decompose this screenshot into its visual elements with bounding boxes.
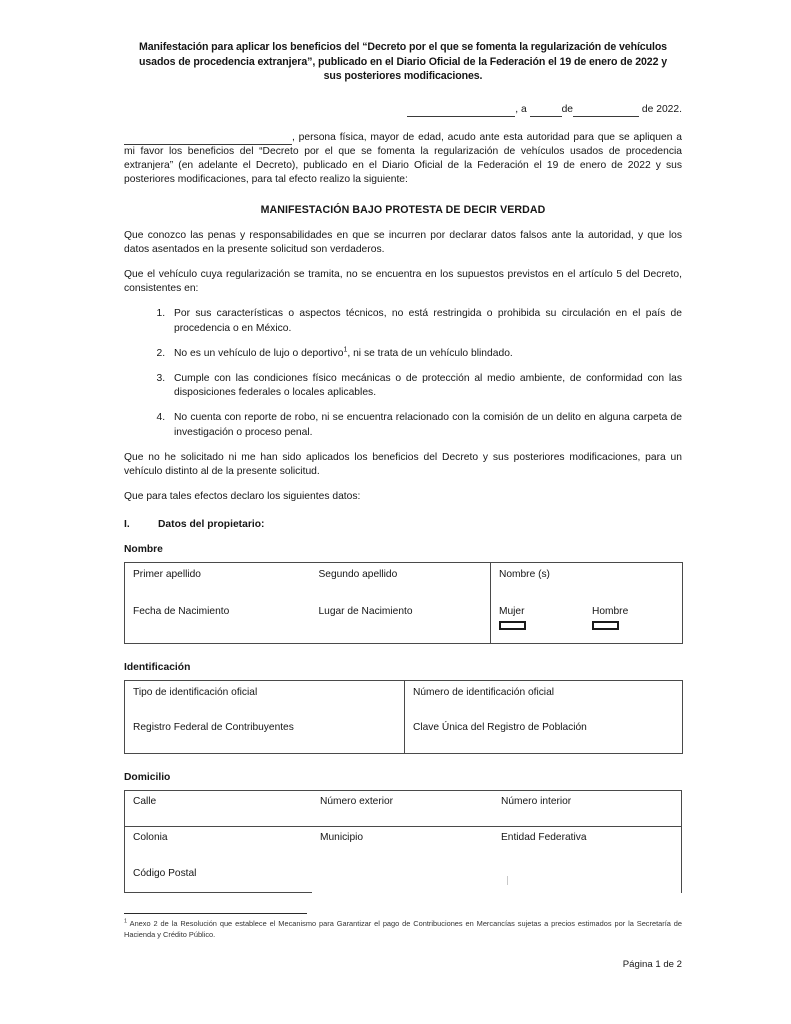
table-row — [125, 563, 683, 601]
month-blank-rule[interactable] — [573, 106, 639, 117]
section-i-title: Datos del propietario: — [158, 519, 265, 531]
domicilio-outer-border — [124, 790, 682, 893]
field-nombres[interactable]: Nombre (s) — [491, 563, 683, 601]
field-rfc[interactable]: Registro Federal de Contribuyentes — [133, 722, 294, 734]
list-item — [168, 347, 682, 361]
field-curp[interactable]: Clave Única del Registro de Población — [405, 716, 683, 754]
section-i-heading — [124, 519, 682, 530]
field-codigo-postal[interactable]: Código Postal — [133, 868, 197, 880]
footnote-text — [124, 919, 682, 939]
date-separator-de: de — [561, 103, 574, 115]
date-line — [124, 103, 682, 117]
section-i-numeral: I. — [124, 519, 130, 531]
footnote-separator — [124, 913, 307, 914]
name-blank-rule[interactable] — [124, 134, 292, 145]
field-fecha-nacimiento[interactable]: Fecha de Nacimiento — [133, 606, 230, 618]
nombre-heading: Nombre — [124, 544, 163, 556]
claim-2-text: No es un vehículo de lujo o deportivo — [174, 347, 344, 359]
domicilio-stray-tick — [507, 876, 508, 885]
field-entidad-federativa[interactable]: Entidad Federativa — [501, 832, 587, 844]
checkbox-mujer-wrapper[interactable] — [499, 606, 526, 630]
domicilio-table — [124, 790, 682, 893]
list-item: 1. Por sus características o aspectos técnicos, no está restringida o prohibida su circulación en el país de procedencia o en México. — [168, 307, 682, 335]
checkbox-hombre-wrapper[interactable] — [592, 606, 628, 630]
field-primer-apellido[interactable]: Primer apellido — [133, 569, 201, 581]
table-row — [125, 681, 683, 717]
document-content — [124, 40, 682, 970]
table-row — [125, 716, 683, 754]
intro-paragraph-text: , persona física, mayor de edad, acudo ante esta autoridad para que se apliquen a mi favor los beneficios del “Decreto por el que se fomenta la regularización de vehículos usados de procedencia extranjera” (en adelante el Decreto), publicado en el Diario Oficial de la Federación el 19 de enero de 2022 y sus posteriores modificaciones, para tal efecto realizo la siguiente: — [124, 131, 682, 186]
field-colonia[interactable]: Colonia — [133, 832, 168, 844]
checkbox-hombre[interactable] — [592, 621, 619, 630]
claims-list — [124, 307, 682, 439]
day-blank-rule[interactable] — [530, 106, 562, 117]
field-numero-exterior[interactable]: Número exterior — [320, 796, 394, 808]
field-lugar-nacimiento[interactable]: Lugar de Nacimiento — [318, 606, 413, 618]
field-municipio[interactable]: Municipio — [320, 832, 364, 844]
field-segundo-apellido[interactable]: Segundo apellido — [318, 569, 398, 581]
identificacion-heading: Identificación — [124, 662, 191, 674]
declare-data-paragraph: Que para tales efectos declaro los siguientes datos: — [124, 491, 361, 503]
intro-paragraph — [124, 131, 682, 188]
domicilio-bottom-partial-rule — [124, 892, 312, 893]
field-calle[interactable]: Calle — [133, 796, 157, 808]
no-other-vehicle-paragraph: Que no he solicitado ni me han sido aplicados los beneficios del Decreto y sus posteriores modificaciones, para un vehículo distinto al de la presente solicitud. — [124, 451, 682, 478]
gender-checkbox-cell — [491, 600, 683, 644]
article5-paragraph: Que el vehículo cuya regularización se tramita, no se encuentra en los supuestos previstos en el artículo 5 del Decreto, consistentes en: — [124, 269, 682, 295]
list-item: 3. Cumple con las condiciones físico mecánicas o de protección al medio ambiente, de conformidad con las disposiciones federales o locales aplicables. — [168, 372, 682, 400]
list-item: 4. No cuenta con reporte de robo, ni se encuentra relacionado con la comisión de un delito en alguna carpeta de investigación o proceso penal. — [168, 411, 682, 439]
manifestation-heading: MANIFESTACIÓN BAJO PROTESTA DE DECIR VERDAD — [260, 203, 546, 216]
checkbox-mujer-label: Mujer — [499, 606, 525, 618]
field-numero-identificacion[interactable]: Número de identificación oficial — [405, 681, 683, 717]
penalties-paragraph: Que conozco las penas y responsabilidades en que se incurren por declarar datos falsos ante la autoridad, y que los datos asentados en la presente solicitud son verdaderos. — [124, 229, 682, 255]
place-blank-rule[interactable] — [407, 106, 515, 117]
claim-2-tail: , ni se trata de un vehículo blindado. — [347, 347, 513, 359]
checkbox-mujer[interactable] — [499, 621, 526, 630]
checkbox-hombre-label: Hombre — [592, 606, 629, 618]
table-row — [125, 600, 683, 644]
footnote-marker-icon: 1 — [343, 346, 348, 354]
nombre-table — [124, 562, 683, 644]
field-tipo-identificacion[interactable]: Tipo de identificación oficial — [133, 687, 258, 699]
identificacion-table — [124, 680, 683, 754]
date-year-text: de 2022. — [639, 103, 682, 115]
field-numero-interior[interactable]: Número interior — [501, 796, 572, 808]
page-title: Manifestación para aplicar los beneficios del “Decreto por el que se fomenta la regularización de vehículos usados de procedencia extranjera”, publicado en el Diario Oficial de la Federación el 19 de enero de 2022 y sus posteriores modificaciones. — [138, 41, 668, 83]
footnote-body: Anexo 2 de la Resolución que establece el Mecanismo para Garantizar el pago de Contribuciones en Mercancías sujetas a precios estimados por la Secretaría de Hacienda y Crédito Público. — [124, 919, 682, 939]
domicilio-heading: Domicilio — [124, 772, 171, 784]
domicilio-row-divider — [124, 826, 682, 827]
footnote-number-icon: 1 — [124, 918, 128, 925]
gender-checkbox-group — [499, 605, 682, 635]
page-number: Página 1 de 2 — [622, 958, 682, 970]
date-separator-a: , a — [515, 103, 530, 115]
